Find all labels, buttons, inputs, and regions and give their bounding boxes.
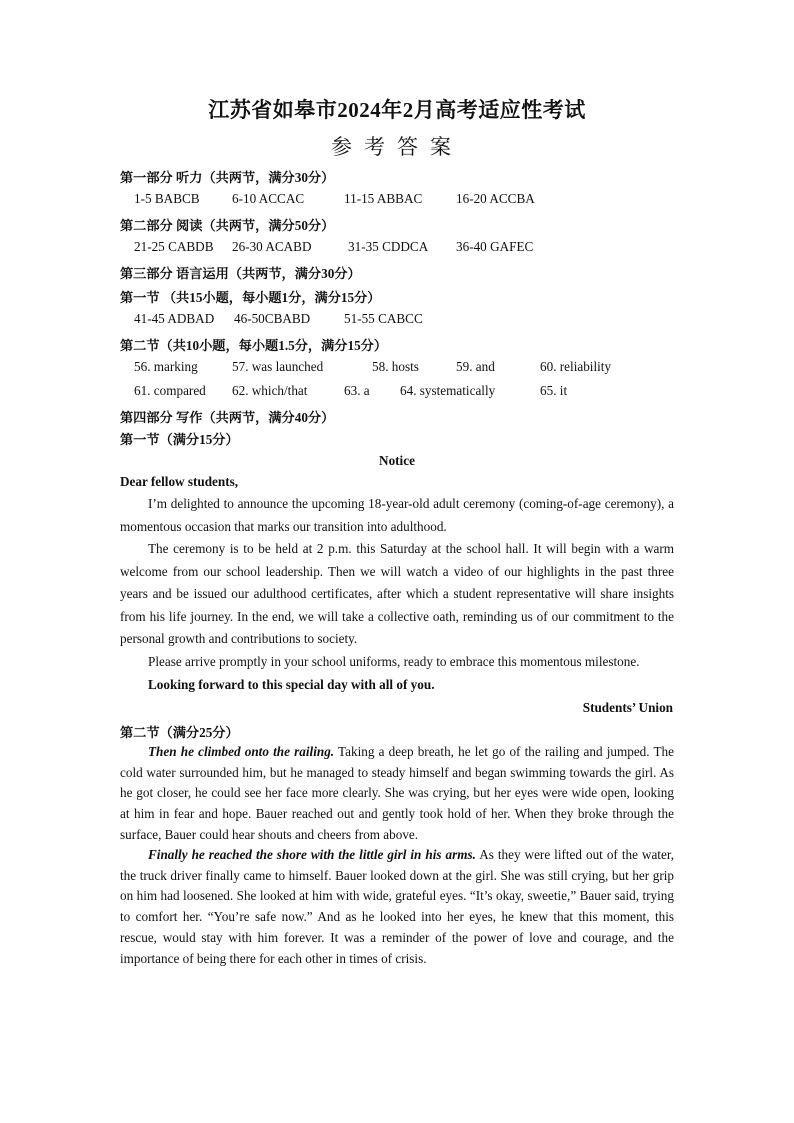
- part2-answer: 26-30 ACABD: [232, 239, 312, 254]
- notice-greeting: Dear fellow students,: [120, 474, 239, 489]
- story-paragraph: [120, 845, 674, 969]
- story-paragraph: [120, 742, 674, 846]
- story-lead-sentence: Finally he reached the shore with the little girl in his arms.: [148, 847, 476, 862]
- part2-answer: 31-35 CDDCA: [348, 239, 429, 254]
- part3-section1-answer: 41-45 ADBAD: [134, 311, 215, 326]
- part3-fill-answer: 63. a: [344, 383, 370, 398]
- part2-answer: 36-40 GAFEC: [456, 239, 534, 254]
- notice-paragraph: The ceremony is to be held at 2 p.m. this Saturday at the school hall. It will begin with a warm welcome from our school leadership. Then we will watch a video of our highlights in the past three years and be issued our adulthood certificates, after which a student representative will share insights from his life journey. In the end, we will take a collective oath, reminding us of our commitment to the personal growth and contributions to society.: [120, 541, 674, 647]
- notice-closing: Looking forward to this special day with all of you.: [148, 677, 435, 692]
- notice-title: Notice: [379, 453, 415, 468]
- part4-section1-heading: 第一节（满分15分）: [120, 432, 239, 447]
- page-title: 江苏省如皋市2024年2月高考适应性考试: [208, 98, 586, 122]
- notice-paragraph: Please arrive promptly in your school uniforms, ready to embrace this momentous milestone.: [148, 654, 640, 669]
- part3-section1-answer: 51-55 CABCC: [344, 311, 423, 326]
- notice-paragraph: I’m delighted to announce the upcoming 18-year-old adult ceremony (coming-of-age ceremony), a momentous occasion that marks our transition into adulthood.: [120, 496, 674, 534]
- part2-answer: 21-25 CABDB: [134, 239, 214, 254]
- part3-heading: 第三部分 语言运用（共两节，满分30分）: [120, 266, 361, 281]
- part3-section1-heading: 第一节 （共15小题，每小题1分，满分15分）: [120, 290, 381, 305]
- part1-heading: 第一部分 听力（共两节，满分30分）: [120, 170, 335, 185]
- part3-fill-answer: 62. which/that: [232, 383, 308, 398]
- part3-fill-answer: 61. compared: [134, 383, 206, 398]
- story-lead-sentence: Then he climbed onto the railing.: [148, 744, 335, 759]
- part3-fill-answer: 64. systematically: [400, 383, 496, 398]
- part4-heading: 第四部分 写作（共两节，满分40分）: [120, 410, 335, 425]
- part3-fill-answer: 60. reliability: [540, 359, 612, 374]
- part3-fill-answer: 59. and: [456, 359, 495, 374]
- part3-fill-answer: 65. it: [540, 383, 568, 398]
- notice-signature: Students’ Union: [582, 700, 673, 715]
- part3-fill-answer: 57. was launched: [232, 359, 324, 374]
- page-subtitle: 参考答案: [331, 135, 463, 159]
- part1-answer: 16-20 ACCBA: [456, 191, 535, 206]
- part1-answer: 6-10 ACCAC: [232, 191, 305, 206]
- part1-answer: 11-15 ABBAC: [344, 191, 423, 206]
- part3-fill-answer: 56. marking: [134, 359, 198, 374]
- part3-fill-answer: 58. hosts: [372, 359, 419, 374]
- part3-section2-heading: 第二节（共10小题，每小题1.5分，满分15分）: [120, 338, 388, 353]
- part4-section2-heading: 第二节（满分25分）: [120, 725, 239, 740]
- story-body: As they were lifted out of the water, the truck driver finally came to himself. Bauer looked down at the girl. She was still crying, but her grip on him had loosened. She looked at him with wide, grateful eyes. “It’s okay, sweetie,” Bauer said, trying to comfort her. “You’re safe now.” And as he looked into her eyes, he knew that this moment, this rescue, would stay with him forever. It was a reminder of the power of love and courage, and the importance of being there for each other in times of crisis.: [120, 847, 674, 966]
- part2-heading: 第二部分 阅读（共两节，满分50分）: [120, 218, 335, 233]
- part3-section1-answer: 46-50CBABD: [234, 311, 311, 326]
- story-body: Taking a deep breath, he let go of the railing and jumped. The cold water surrounded him, but he managed to steady himself and began swimming towards the girl. As he got closer, he could see her face more clearly. She was crying, but her eyes were wide open, looking at him in fear and hope. Bauer reached out and gently took hold of her. When they broke through the surface, Bauer could hear shouts and cheers from above.: [120, 744, 674, 842]
- part1-answer: 1-5 BABCB: [134, 191, 200, 206]
